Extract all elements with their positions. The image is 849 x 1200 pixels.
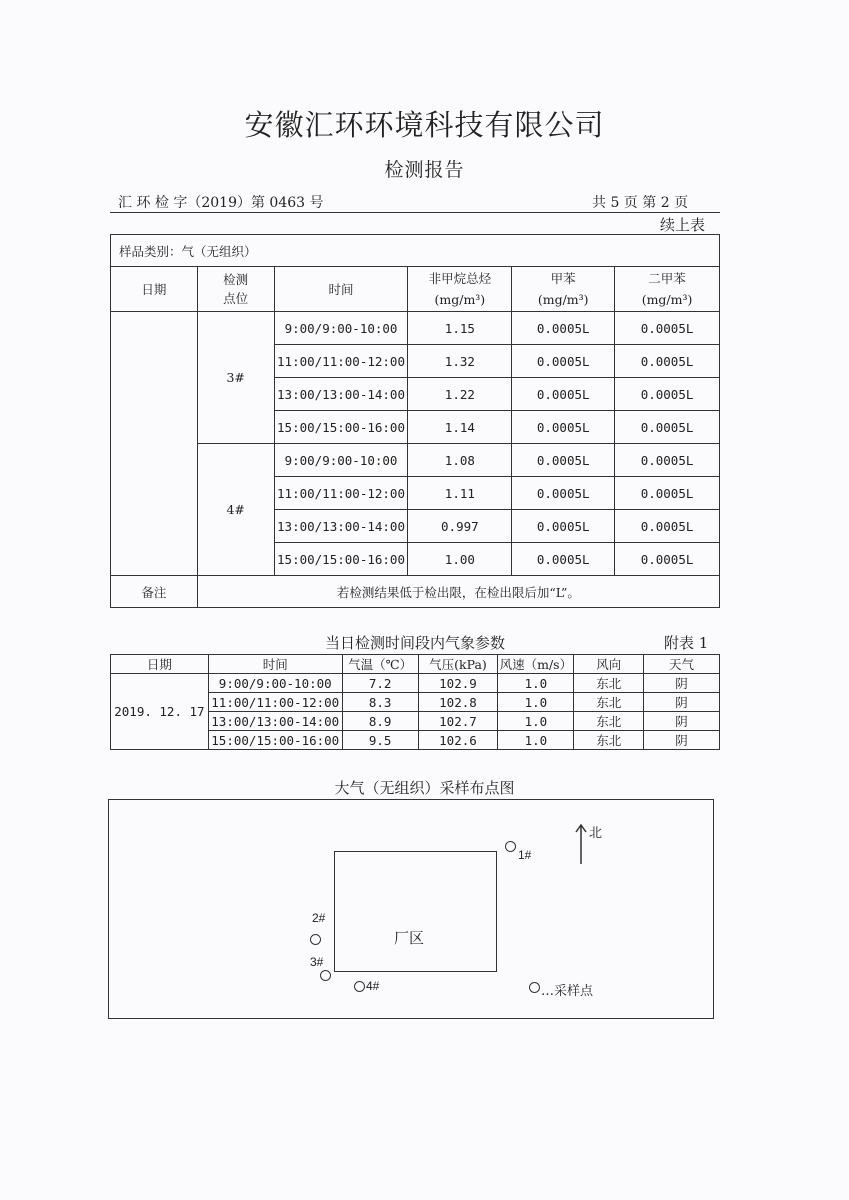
weather-table	[110, 654, 720, 750]
date-cell-empty	[111, 312, 198, 576]
toluene-cell: 0.0005L	[512, 378, 615, 411]
nmhc-cell: 1.14	[408, 411, 512, 444]
time-cell: 13:00/13:00-14:00	[274, 378, 408, 411]
time-cell: 9:00/9:00-10:00	[274, 444, 408, 477]
time-cell: 9:00/9:00-10:00	[208, 674, 342, 693]
temp-cell: 8.3	[342, 693, 418, 712]
wind-dir-cell: 东北	[574, 693, 644, 712]
sampling-point-3-icon	[320, 970, 331, 981]
weather-cell: 阴	[644, 674, 720, 693]
sampling-point-3-label: 3#	[310, 955, 324, 969]
sampling-point-2-icon	[310, 934, 321, 945]
time-cell: 11:00/11:00-12:00	[208, 693, 342, 712]
xylene-cell: 0.0005L	[615, 543, 720, 576]
point-cell: 4#	[197, 444, 274, 576]
temp-cell: 9.5	[342, 731, 418, 750]
time-cell: 15:00/15:00-16:00	[208, 731, 342, 750]
weather-header-pressure: 气压(kPa)	[418, 655, 498, 674]
toluene-cell: 0.0005L	[512, 510, 615, 543]
time-cell: 9:00/9:00-10:00	[274, 312, 408, 345]
header-xylene-label: 二甲苯	[648, 271, 686, 286]
xylene-cell: 0.0005L	[615, 312, 720, 345]
weather-header-weather: 天气	[644, 655, 720, 674]
nmhc-cell: 0.997	[408, 510, 512, 543]
pressure-cell: 102.9	[418, 674, 498, 693]
header-xylene-unit: (mg/m³)	[641, 292, 693, 307]
point-cell: 3#	[197, 312, 274, 444]
header-toluene-unit: (mg/m³)	[537, 292, 589, 307]
weather-header-wind-dir: 风向	[574, 655, 644, 674]
sample-type: 样品类别：气（无组织）	[111, 235, 720, 267]
weather-header-time: 时间	[208, 655, 342, 674]
time-cell: 11:00/11:00-12:00	[274, 477, 408, 510]
time-cell: 13:00/13:00-14:00	[274, 510, 408, 543]
temp-cell: 7.2	[342, 674, 418, 693]
header-toluene-label: 甲苯	[550, 271, 576, 286]
header-point: 检测 点位	[197, 267, 274, 312]
time-cell: 11:00/11:00-12:00	[274, 345, 408, 378]
wind-speed-cell: 1.0	[498, 712, 574, 731]
nmhc-cell: 1.22	[408, 378, 512, 411]
results-header-row	[111, 267, 720, 312]
xylene-cell: 0.0005L	[615, 444, 720, 477]
weather-cell: 阴	[644, 693, 720, 712]
time-cell: 13:00/13:00-14:00	[208, 712, 342, 731]
toluene-cell: 0.0005L	[512, 444, 615, 477]
table-row	[111, 674, 720, 693]
appendix-label: 附表 1	[664, 634, 709, 652]
toluene-cell: 0.0005L	[512, 411, 615, 444]
nmhc-cell: 1.32	[408, 345, 512, 378]
document-number: 汇 环 检 字（2019）第 0463 号	[118, 195, 324, 211]
weather-header-date: 日期	[111, 655, 209, 674]
sampling-point-1-icon	[505, 841, 516, 852]
wind-speed-cell: 1.0	[498, 731, 574, 750]
pressure-cell: 102.6	[418, 731, 498, 750]
header-nmhc-label: 非甲烷总烃	[428, 271, 492, 286]
nmhc-cell: 1.08	[408, 444, 512, 477]
wind-speed-cell: 1.0	[498, 693, 574, 712]
wind-dir-cell: 东北	[574, 731, 644, 750]
table-row	[111, 312, 720, 345]
temp-cell: 8.9	[342, 712, 418, 731]
nmhc-cell: 1.11	[408, 477, 512, 510]
sampling-point-4-icon	[354, 981, 365, 992]
sampling-point-4-label: 4#	[366, 979, 380, 993]
wind-dir-cell: 东北	[574, 712, 644, 731]
header-date: 日期	[111, 267, 198, 312]
north-arrow-icon	[574, 822, 588, 866]
nmhc-cell: 1.15	[408, 312, 512, 345]
header-underline	[110, 212, 720, 213]
pressure-cell: 102.8	[418, 693, 498, 712]
map-title: 大气（无组织）采样布点图	[334, 779, 515, 797]
xylene-cell: 0.0005L	[615, 510, 720, 543]
report-title: 检测报告	[384, 159, 465, 181]
header-xylene	[615, 267, 720, 312]
header-time: 时间	[274, 267, 408, 312]
plant-label: 厂区	[394, 929, 425, 947]
toluene-cell: 0.0005L	[512, 312, 615, 345]
xylene-cell: 0.0005L	[615, 477, 720, 510]
legend-sampling-point-icon	[529, 982, 540, 993]
sampling-point-1-label: 1#	[518, 848, 532, 862]
toluene-cell: 0.0005L	[512, 477, 615, 510]
nmhc-cell: 1.00	[408, 543, 512, 576]
sampling-point-2-label: 2#	[312, 911, 326, 925]
remark-text: 若检测结果低于检出限，在检出限后加“L”。	[197, 576, 719, 608]
time-cell: 15:00/15:00-16:00	[274, 411, 408, 444]
weather-cell: 阴	[644, 712, 720, 731]
weather-table-title: 当日检测时间段内气象参数	[324, 634, 505, 652]
time-cell: 15:00/15:00-16:00	[274, 543, 408, 576]
weather-header-row	[111, 655, 720, 674]
xylene-cell: 0.0005L	[615, 378, 720, 411]
continued-label: 续上表	[660, 216, 706, 234]
wind-dir-cell: 东北	[574, 674, 644, 693]
weather-header-wind-speed: 风速（m/s）	[498, 655, 574, 674]
results-table	[110, 234, 720, 608]
header-toluene	[512, 267, 615, 312]
weather-date-cell: 2019. 12. 17	[111, 674, 209, 750]
xylene-cell: 0.0005L	[615, 411, 720, 444]
pressure-cell: 102.7	[418, 712, 498, 731]
weather-cell: 阴	[644, 731, 720, 750]
plant-area	[334, 851, 497, 972]
header-nmhc	[408, 267, 512, 312]
remark-label: 备注	[111, 576, 198, 608]
toluene-cell: 0.0005L	[512, 543, 615, 576]
north-label: 北	[589, 826, 603, 841]
wind-speed-cell: 1.0	[498, 674, 574, 693]
weather-header-temp: 气温（℃）	[342, 655, 418, 674]
table-row	[111, 444, 720, 477]
legend-label: …采样点	[541, 984, 594, 999]
xylene-cell: 0.0005L	[615, 345, 720, 378]
header-nmhc-unit: (mg/m³)	[434, 292, 486, 307]
page-indicator: 共 5 页 第 2 页	[592, 195, 689, 211]
company-name: 安徽汇环环境科技有限公司	[244, 108, 605, 142]
toluene-cell: 0.0005L	[512, 345, 615, 378]
